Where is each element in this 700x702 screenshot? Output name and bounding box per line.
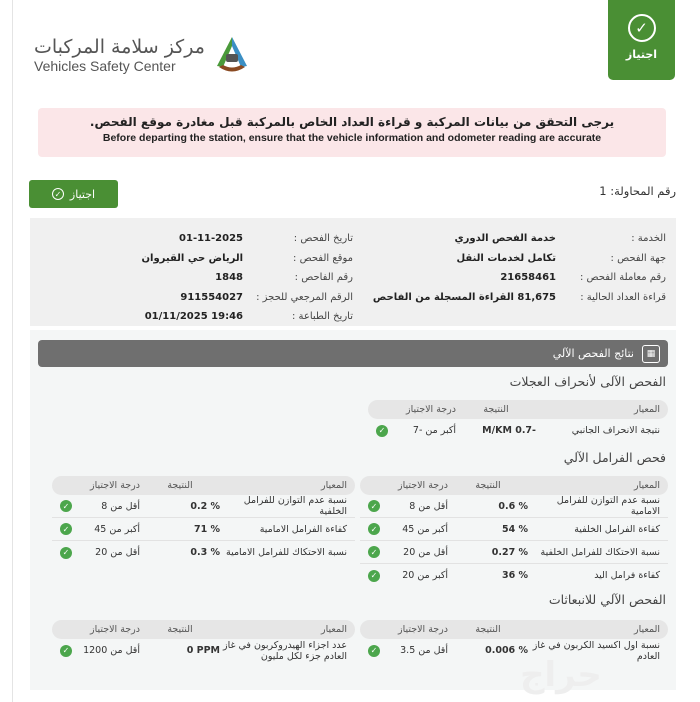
criterion: نسبة الاحتكاك للفرامل الامامية xyxy=(225,547,347,558)
info-row xyxy=(40,229,353,249)
info-row xyxy=(353,268,666,288)
pass-grade: أكبر من -7 xyxy=(412,425,456,436)
info-row xyxy=(353,288,666,308)
check-icon: ✓ xyxy=(60,523,72,535)
col-criterion: المعيار xyxy=(321,624,347,635)
vsc-logo-icon xyxy=(211,34,253,76)
table-row xyxy=(360,639,668,662)
col-grade: درجة الاجتياز xyxy=(90,480,140,491)
warning-alert xyxy=(38,108,666,157)
alert-ar: يرجى التحقق من بيانات المركبة و قراءة العداد الخاص بالمركبة قبل مغادرة موقع الفحص. xyxy=(89,115,615,129)
info-value: 21658461 xyxy=(500,272,556,284)
info-right xyxy=(353,229,666,326)
logo-ar: مركز سلامة المركبات xyxy=(34,36,205,58)
emissions-table-right xyxy=(360,620,668,662)
table-row xyxy=(52,639,355,662)
chip-icon: ▦ xyxy=(642,345,660,363)
logo xyxy=(34,34,253,76)
col-grade: درجة الاجتياز xyxy=(406,404,456,415)
logo-en: Vehicles Safety Center xyxy=(34,58,176,74)
col-grade: درجة الاجتياز xyxy=(398,624,448,635)
brakes-table-left xyxy=(52,476,355,564)
table-row xyxy=(52,541,355,564)
pass-grade: أكبر من 45 xyxy=(402,523,448,535)
info-value: الرياض حي القيروان xyxy=(141,252,243,264)
pass-grade: أقل من 3.5 xyxy=(400,645,448,656)
check-icon: ✓ xyxy=(60,645,72,657)
check-icon: ✓ xyxy=(368,500,380,512)
pass-grade: أقل من 8 xyxy=(101,500,140,512)
criterion: نسبة عدم التوازن للفرامل الامامية xyxy=(556,495,660,517)
result-value: 54 % xyxy=(501,523,528,535)
info-label: تاريخ الفحص : xyxy=(293,233,353,245)
result-value: 36 % xyxy=(501,570,528,581)
alert-en: Before departing the station, ensure that the vehicle information and odometer reading are accurate xyxy=(102,132,602,144)
pass-grade: أقل من 8 xyxy=(409,500,448,512)
check-circle-icon: ✓ xyxy=(628,14,656,42)
status-cell xyxy=(368,645,386,657)
criterion: كفاءة الفرامل الامامية xyxy=(259,523,347,535)
table-header xyxy=(368,400,668,419)
status-cell xyxy=(376,425,394,437)
info-label: موقع الفحص : xyxy=(293,252,353,264)
table-row xyxy=(360,518,668,541)
info-row xyxy=(40,249,353,269)
page-edge xyxy=(12,0,13,702)
criterion: نتيجة الانحراف الجانبي xyxy=(571,425,660,436)
criterion: نسبة عدم التوازن للفرامل الخلفية xyxy=(243,495,347,517)
status-cell xyxy=(60,523,78,535)
col-result: النتيجة xyxy=(475,480,501,491)
table-header xyxy=(360,620,668,639)
pass-grade: أقل من 20 xyxy=(403,546,448,558)
col-criterion: المعيار xyxy=(634,624,660,635)
info-value: 19:46 01/11/2025 xyxy=(144,311,243,323)
results-section xyxy=(30,330,676,690)
col-criterion: المعيار xyxy=(321,480,347,491)
result-value: 0.2 % xyxy=(190,500,220,512)
result-value: 0 PPM xyxy=(186,645,220,656)
criterion: كفاءة فرامل اليد xyxy=(594,570,660,581)
table-row xyxy=(360,564,668,587)
col-grade: درجة الاجتياز xyxy=(90,624,140,635)
table-header xyxy=(360,476,668,495)
info-row xyxy=(40,268,353,288)
table-header xyxy=(52,620,355,639)
criterion: عدد اجزاء الهيدروكربون في غاز العادم جزء لكل مليون xyxy=(223,639,347,662)
inspection-info xyxy=(30,218,676,326)
status-cell xyxy=(60,547,78,559)
wheel-table xyxy=(368,400,668,442)
pass-grade: أقل من 20 xyxy=(95,547,140,558)
table-row xyxy=(52,518,355,541)
status-cell xyxy=(368,500,386,512)
check-icon: ✓ xyxy=(368,570,380,582)
col-criterion: المعيار xyxy=(634,480,660,491)
status-cell xyxy=(368,523,386,535)
status-cell xyxy=(368,546,386,558)
criterion: كفاءة الفرامل الخلفية xyxy=(574,523,660,535)
criterion: نسبة الاحتكاك للفرامل الخلفية xyxy=(540,546,660,558)
table-row xyxy=(52,495,355,518)
col-grade: درجة الاجتياز xyxy=(398,480,448,491)
info-label: جهة الفحص : xyxy=(610,252,666,264)
result-value: 71 % xyxy=(193,523,220,535)
pass-grade: أكبر من 20 xyxy=(402,570,448,581)
wheel-section-title: الفحص الآلى لأنحراف العجلات xyxy=(509,374,666,389)
info-label: الرقم المرجعي للحجز : xyxy=(256,291,353,303)
result-value: 0.3 % xyxy=(190,547,220,558)
results-header xyxy=(38,340,668,367)
pass-grade: أقل من 1200 xyxy=(83,645,140,656)
status-cell xyxy=(60,500,78,512)
result-value: 0.006 % xyxy=(485,645,528,656)
check-icon: ✓ xyxy=(368,645,380,657)
attempt-number: رقم المحاولة: 1 xyxy=(599,184,676,198)
watermark: حراج xyxy=(520,655,602,695)
check-circle-icon: ✓ xyxy=(52,188,64,200)
emissions-section-title: الفحص الآلي للانبعاثات xyxy=(548,592,666,607)
info-label: تاريخ الطباعة : xyxy=(291,311,353,323)
col-result: النتيجة xyxy=(167,624,193,635)
pass-status-badge xyxy=(608,0,675,80)
col-criterion: المعيار xyxy=(634,404,660,415)
col-result: النتيجة xyxy=(475,624,501,635)
status-cell xyxy=(368,570,386,582)
brakes-section-title: فحص الفرامل الآلي xyxy=(563,450,666,465)
check-icon: ✓ xyxy=(60,547,72,559)
info-label: الخدمة : xyxy=(631,233,666,245)
badge-label: اجتياز xyxy=(625,48,658,61)
brakes-table-right xyxy=(360,476,668,587)
check-icon: ✓ xyxy=(60,500,72,512)
table-row xyxy=(360,541,668,564)
col-result: النتيجة xyxy=(483,404,509,415)
info-row xyxy=(353,249,666,269)
pass-button[interactable] xyxy=(29,180,118,208)
status-cell xyxy=(60,645,78,657)
result-value: 0.6 % xyxy=(498,500,528,512)
info-value: تكامل لخدمات النقل xyxy=(456,252,556,264)
table-row xyxy=(368,419,668,442)
pass-button-label: اجتياز xyxy=(69,187,96,201)
info-value: خدمة الفحص الدوري xyxy=(454,233,556,245)
info-left xyxy=(40,229,353,326)
info-value: 911554027 xyxy=(180,291,243,303)
info-value: 81,675 القراءة المسجلة من الفاحص xyxy=(372,291,556,303)
info-label: رقم معاملة الفحص : xyxy=(579,272,666,284)
info-value: 01-11-2025 xyxy=(179,233,243,245)
result-value: M/KM 0.7- xyxy=(482,425,536,436)
result-value: 0.27 % xyxy=(491,546,528,558)
check-icon: ✓ xyxy=(368,523,380,535)
info-label: قراءة العداد الحالية : xyxy=(580,291,666,303)
info-row xyxy=(353,229,666,249)
criterion: نسبة اول اكسيد الكربون في غاز العادم xyxy=(532,639,660,662)
info-label: رقم الفاحص : xyxy=(294,272,353,284)
col-result: النتيجة xyxy=(167,480,193,491)
results-title: نتائج الفحص الآلي xyxy=(552,347,634,360)
emissions-table-left xyxy=(52,620,355,662)
check-icon: ✓ xyxy=(368,546,380,558)
info-row xyxy=(40,288,353,308)
table-row xyxy=(360,495,668,518)
info-row xyxy=(40,307,353,327)
info-value: 1848 xyxy=(215,272,243,284)
pass-grade: أكبر من 45 xyxy=(94,523,140,535)
check-icon: ✓ xyxy=(376,425,388,437)
table-header xyxy=(52,476,355,495)
